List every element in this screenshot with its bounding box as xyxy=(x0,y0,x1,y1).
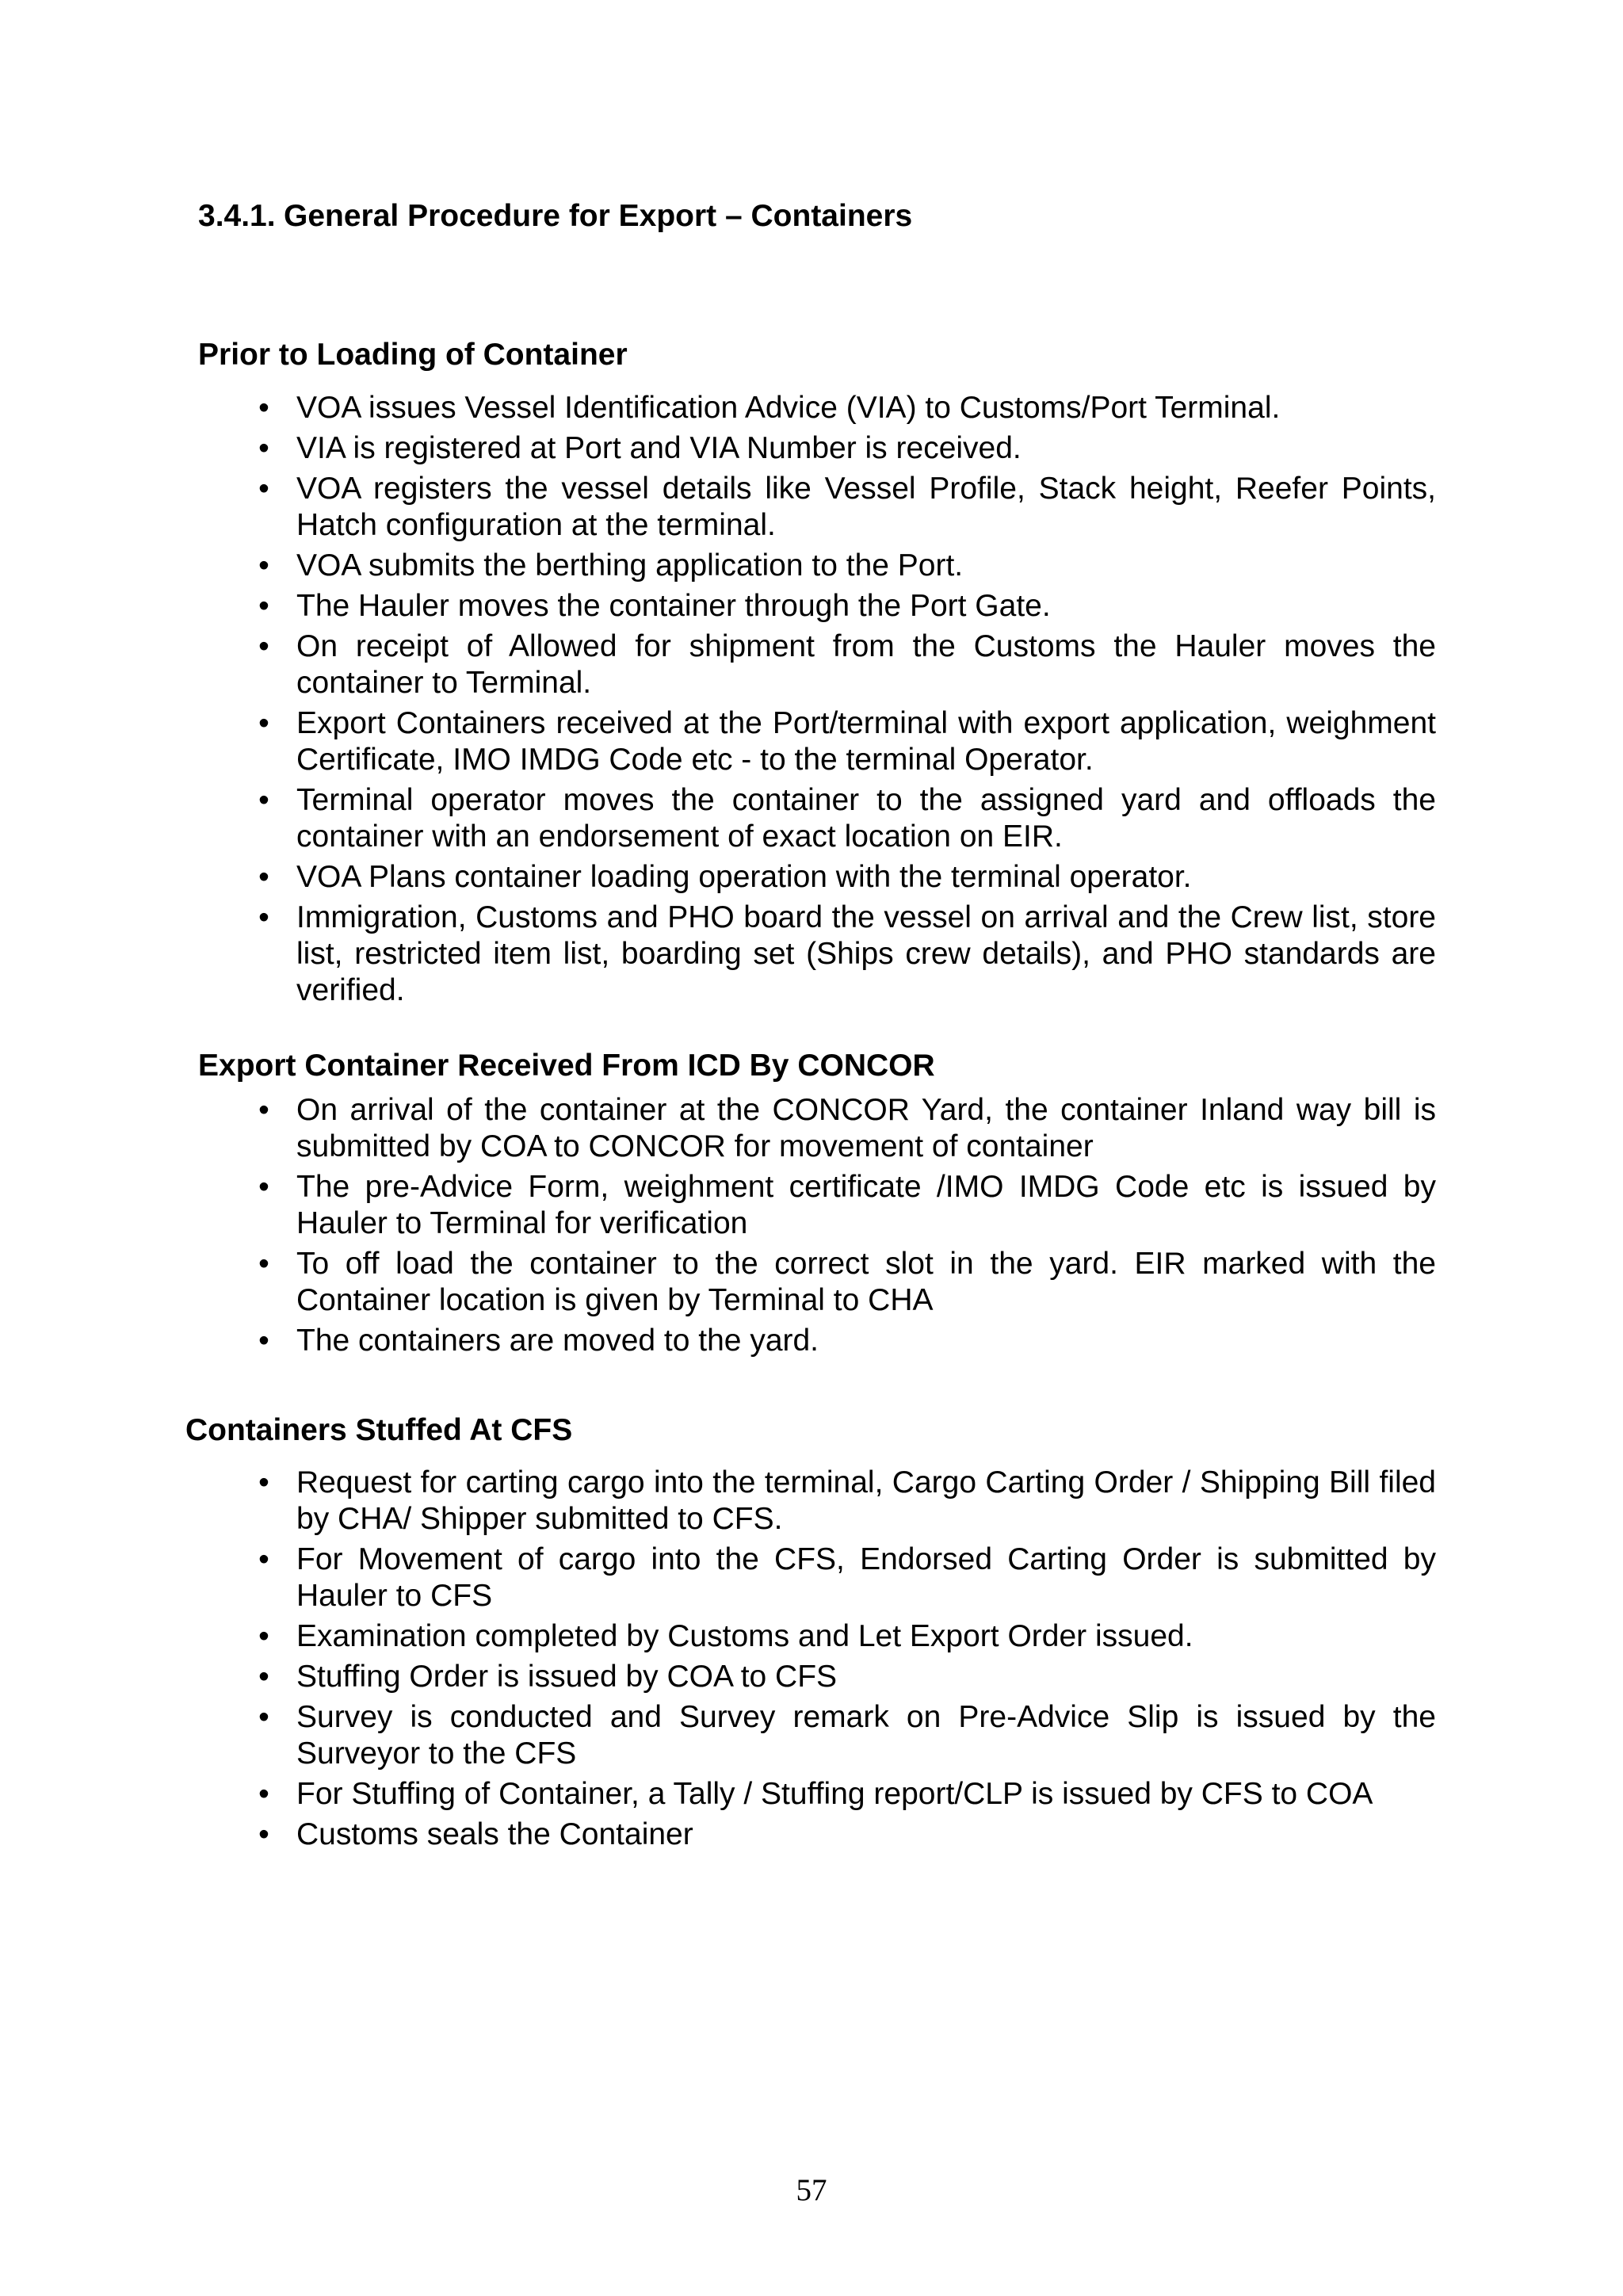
list-item-text: The containers are moved to the yard. xyxy=(296,1324,819,1358)
list-item xyxy=(258,859,1436,896)
list-item-text: VOA Plans container loading operation with the terminal operator. xyxy=(296,860,1192,894)
list-item xyxy=(258,900,1436,1009)
section-title: General Procedure for Export – Containers xyxy=(284,199,913,233)
bullet-list-export-from-icd xyxy=(258,1092,1436,1363)
list-item xyxy=(258,1699,1436,1772)
bullet-icon: • xyxy=(258,783,269,817)
list-item xyxy=(258,548,1436,584)
list-item xyxy=(258,1776,1436,1813)
list-item xyxy=(258,1465,1436,1538)
bullet-icon: • xyxy=(258,900,269,934)
bullet-icon: • xyxy=(258,1247,269,1281)
list-item-text: VOA submits the berthing application to the Port. xyxy=(296,548,964,583)
bullet-icon: • xyxy=(258,1093,269,1127)
list-item xyxy=(258,390,1436,426)
bullet-list-stuffed-at-cfs xyxy=(258,1465,1436,1857)
bullet-icon: • xyxy=(258,1465,269,1499)
list-item xyxy=(258,430,1436,467)
bullet-icon: • xyxy=(258,629,269,663)
list-item-text: Immigration, Customs and PHO board the vessel on arrival and the Crew list, store list, restricted item list, boarding set (Ships crew details), and PHO standards are verified. xyxy=(296,900,1436,1007)
bullet-icon: • xyxy=(258,589,269,623)
bullet-icon: • xyxy=(258,1817,269,1851)
list-item xyxy=(258,628,1436,701)
bullet-icon: • xyxy=(258,1324,269,1358)
list-item-text: Customs seals the Container xyxy=(296,1817,693,1851)
bullet-icon: • xyxy=(258,391,269,425)
bullet-icon: • xyxy=(258,1619,269,1653)
bullet-icon: • xyxy=(258,1660,269,1694)
list-item xyxy=(258,1246,1436,1319)
list-item xyxy=(258,1817,1436,1853)
list-item-text: For Stuffing of Container, a Tally / Stuffing report/CLP is issued by CFS to COA xyxy=(296,1777,1373,1811)
list-item xyxy=(258,471,1436,544)
bullet-icon: • xyxy=(258,472,269,506)
list-item-text: The Hauler moves the container through the Port Gate. xyxy=(296,589,1051,623)
list-item-text: Request for carting cargo into the terminal, Cargo Carting Order / Shipping Bill filed by CHA/ Shipper submitted to CFS. xyxy=(296,1465,1436,1536)
section-number: 3.4.1. xyxy=(198,199,276,233)
list-item-text: VOA issues Vessel Identification Advice (VIA) to Customs/Port Terminal. xyxy=(296,391,1281,425)
list-item-text: Examination completed by Customs and Let Export Order issued. xyxy=(296,1619,1193,1653)
list-item-text: Terminal operator moves the container to the assigned yard and offloads the container with an endorsement of exact location on EIR. xyxy=(296,783,1436,854)
list-item-text: The pre-Advice Form, weighment certificate /IMO IMDG Code etc is issued by Hauler to Terminal for verification xyxy=(296,1170,1436,1240)
page-number: 57 xyxy=(796,2173,827,2207)
list-item-text: Stuffing Order is issued by COA to CFS xyxy=(296,1660,838,1694)
list-item-text: On receipt of Allowed for shipment from the Customs the Hauler moves the container to Terminal. xyxy=(296,629,1436,700)
list-item-text: Export Containers received at the Port/terminal with export application, weighment Certificate, IMO IMDG Code etc - to the terminal Operator. xyxy=(296,706,1436,777)
list-item xyxy=(258,705,1436,778)
bullet-icon: • xyxy=(258,706,269,740)
list-item xyxy=(258,1541,1436,1614)
list-item xyxy=(258,588,1436,625)
list-item-text: Survey is conducted and Survey remark on Pre-Advice Slip is issued by the Surveyor to the CFS xyxy=(296,1700,1436,1771)
list-item xyxy=(258,1092,1436,1165)
bullet-icon: • xyxy=(258,548,269,583)
list-item xyxy=(258,1618,1436,1655)
bullet-list-prior-to-loading xyxy=(258,390,1436,1013)
list-item-text: For Movement of cargo into the CFS, Endorsed Carting Order is submitted by Hauler to CFS xyxy=(296,1542,1436,1613)
subheading-export-from-icd: Export Container Received From ICD By CONCOR xyxy=(198,1049,935,1083)
bullet-icon: • xyxy=(258,1700,269,1734)
bullet-icon: • xyxy=(258,1777,269,1811)
subheading-stuffed-at-cfs: Containers Stuffed At CFS xyxy=(185,1413,573,1447)
bullet-icon: • xyxy=(258,860,269,894)
list-item xyxy=(258,1323,1436,1359)
bullet-icon: • xyxy=(258,431,269,465)
page-title xyxy=(198,198,912,235)
list-item-text: On arrival of the container at the CONCOR Yard, the container Inland way bill is submitted by COA to CONCOR for movement of container xyxy=(296,1093,1436,1163)
subheading-prior-to-loading: Prior to Loading of Container xyxy=(198,338,628,372)
list-item xyxy=(258,1169,1436,1242)
bullet-icon: • xyxy=(258,1170,269,1204)
list-item xyxy=(258,1659,1436,1695)
list-item-text: To off load the container to the correct slot in the yard. EIR marked with the Container location is given by Terminal to CHA xyxy=(296,1247,1436,1317)
list-item-text: VOA registers the vessel details like Vessel Profile, Stack height, Reefer Points, Hatch configuration at the terminal. xyxy=(296,472,1436,542)
list-item xyxy=(258,782,1436,855)
list-item-text: VIA is registered at Port and VIA Number is received. xyxy=(296,431,1022,465)
bullet-icon: • xyxy=(258,1542,269,1576)
